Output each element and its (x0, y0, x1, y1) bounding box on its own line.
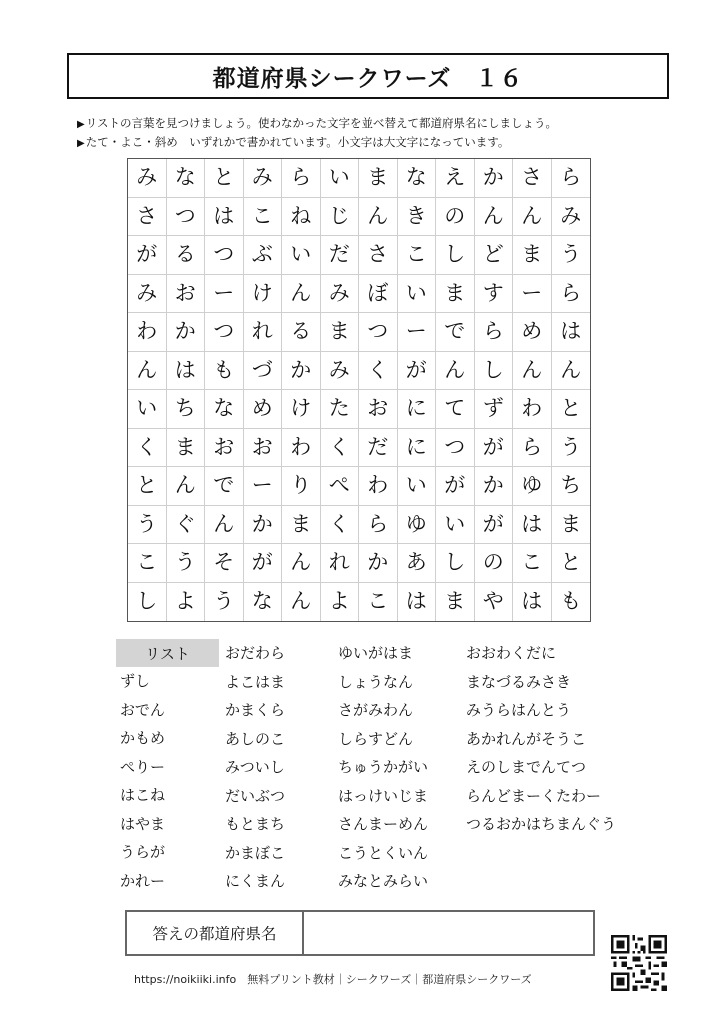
grid-cell: に (398, 390, 437, 429)
grid-cell: か (282, 352, 321, 391)
answer-label (127, 912, 304, 954)
grid-cell: う (205, 583, 244, 622)
list-item: かまぼこ (225, 843, 286, 862)
grid-cell: か (167, 313, 206, 352)
grid-cell: が (398, 352, 437, 391)
grid-cell: が (244, 544, 283, 583)
grid-cell: ん (513, 352, 552, 391)
grid-cell: つ (436, 429, 475, 468)
grid-cell: て (436, 390, 475, 429)
grid-cell: ま (321, 313, 360, 352)
grid-cell: つ (205, 236, 244, 275)
grid-cell: わ (282, 429, 321, 468)
grid-cell: い (128, 390, 167, 429)
answer-field[interactable] (304, 912, 593, 954)
word-list-column-4 (466, 639, 616, 839)
grid-cell: が (475, 506, 514, 545)
grid-cell: か (359, 544, 398, 583)
grid-cell: だ (321, 236, 360, 275)
list-item: もとまち (225, 815, 286, 833)
grid-cell: う (552, 429, 591, 468)
list-item: さんまーめん (338, 815, 429, 833)
grid-cell: な (244, 583, 283, 622)
footer-text: https://noikiiki.info 無料プリント教材｜シークワーズ｜都道府県シークワーズ (134, 973, 532, 986)
list-item: ちゅうかがい (338, 758, 429, 776)
grid-cell: る (282, 313, 321, 352)
grid-cell: が (436, 467, 475, 506)
grid-cell: め (244, 390, 283, 429)
grid-cell: い (321, 159, 360, 198)
grid-cell: は (552, 313, 591, 352)
list-item: あかれんがそうこ (466, 729, 587, 748)
grid-cell: ん (475, 198, 514, 237)
grid-cell: ん (205, 506, 244, 545)
grid-cell: も (205, 352, 244, 391)
word-list-column-1 (120, 667, 165, 895)
triangle-bullet-icon: ▶ (77, 119, 85, 130)
grid-cell: み (552, 198, 591, 237)
list-item: しらすどん (338, 729, 414, 748)
grid-cell: く (359, 352, 398, 391)
grid-cell: ん (282, 544, 321, 583)
grid-cell: か (244, 506, 283, 545)
grid-cell: た (321, 390, 360, 429)
grid-cell: い (436, 506, 475, 545)
triangle-bullet-icon: ▶ (77, 138, 85, 149)
list-item: らんどまーくたわー (466, 786, 602, 805)
grid-cell: し (128, 583, 167, 622)
answer-box (125, 910, 595, 956)
grid-cell: さ (359, 236, 398, 275)
list-item: みなとみらい (338, 872, 429, 890)
list-item: つるおかはちまんぐう (466, 815, 617, 833)
list-item: よこはま (225, 672, 286, 691)
list-item: ぺりー (120, 757, 166, 776)
grid-cell: が (128, 236, 167, 275)
answer-label-text: 答えの都道府県名 (152, 925, 277, 943)
grid-cell: ま (167, 429, 206, 468)
grid-cell: み (321, 352, 360, 391)
grid-cell: ー (513, 275, 552, 314)
grid-cell: う (167, 544, 206, 583)
list-item: ゆいがはま (338, 644, 414, 662)
grid-cell: わ (359, 467, 398, 506)
grid-cell: き (398, 198, 437, 237)
grid-cell: ぐ (167, 506, 206, 545)
grid-cell: か (475, 159, 514, 198)
grid-cell: こ (398, 236, 437, 275)
grid-cell: し (475, 352, 514, 391)
instruction-text-1: リストの言葉を見つけましょう。使わなかった文字を並べ替えて都道府県名にしましょう。 (85, 116, 557, 130)
grid-cell: え (436, 159, 475, 198)
list-item: はやま (120, 814, 166, 833)
grid-cell: こ (359, 583, 398, 622)
word-search-grid (127, 158, 591, 622)
grid-cell: ち (552, 467, 591, 506)
grid-cell: く (321, 429, 360, 468)
grid-cell: ら (282, 159, 321, 198)
grid-cell: み (128, 275, 167, 314)
grid-cell: く (128, 429, 167, 468)
grid-cell: な (167, 159, 206, 198)
grid-cell: つ (167, 198, 206, 237)
grid-cell: ん (436, 352, 475, 391)
list-item: まなづるみさき (466, 672, 572, 691)
worksheet-title (67, 53, 669, 99)
grid-cell: の (475, 544, 514, 583)
list-item: うらが (120, 843, 166, 861)
qr-code-icon (611, 935, 667, 991)
grid-cell: あ (398, 544, 437, 583)
grid-cell: ず (475, 390, 514, 429)
list-item: かもめ (120, 729, 166, 747)
grid-cell: つ (359, 313, 398, 352)
grid-cell: こ (244, 198, 283, 237)
grid-cell: そ (205, 544, 244, 583)
grid-cell: ら (513, 429, 552, 468)
grid-cell: も (560, 589, 582, 614)
list-item: みついし (225, 758, 285, 776)
list-item: だいぶつ (225, 786, 286, 805)
instruction-line-1 (77, 116, 557, 132)
grid-cell: か (475, 467, 514, 506)
grid-cell: ん (167, 467, 206, 506)
grid-cell: は (167, 352, 206, 391)
grid-cell: よ (167, 583, 206, 622)
list-item: あしのこ (225, 729, 286, 748)
grid-cell: ん (513, 198, 552, 237)
list-label-text: リスト (145, 644, 190, 663)
grid-cell: り (282, 467, 321, 506)
instruction-text-2: たて・よこ・斜め いずれかで書かれています。小文字は大文字になっています。 (85, 135, 510, 149)
grid-cell: ら (552, 275, 591, 314)
grid-cell: と (552, 390, 591, 429)
grid-cell: ま (552, 506, 591, 545)
grid-cell: れ (244, 313, 283, 352)
grid-cell: ま (282, 506, 321, 545)
grid-cell: で (436, 313, 475, 352)
grid-cell: ま (359, 159, 398, 198)
list-item: さがみわん (338, 701, 414, 719)
grid-cell: さ (128, 198, 167, 237)
grid-cell: お (167, 275, 206, 314)
grid-cell: ま (513, 236, 552, 275)
grid-cell: す (475, 275, 514, 314)
list-item: かれー (120, 871, 166, 890)
grid-cell: し (436, 544, 475, 583)
grid-cell: ん (128, 352, 167, 391)
title-text: 都道府県シークワーズ １６ (212, 65, 524, 92)
grid-cell: は (513, 583, 552, 622)
list-item: おだわら (225, 644, 286, 662)
grid-cell: で (205, 467, 244, 506)
list-item: みうらはんとう (466, 701, 572, 719)
grid-cell: お (359, 390, 398, 429)
grid-cell: わ (513, 390, 552, 429)
grid-cell: け (244, 275, 283, 314)
list-item: こうとくいん (338, 843, 429, 862)
grid-cell: な (205, 390, 244, 429)
list-item: おでん (120, 700, 165, 719)
grid-cell: ゆ (513, 467, 552, 506)
grid-cell: じ (321, 198, 360, 237)
grid-cell: と (205, 159, 244, 198)
list-item: えのしまでんてつ (466, 758, 587, 776)
grid-cell: ら (552, 159, 591, 198)
grid-cell: お (205, 429, 244, 468)
grid-cell: の (436, 198, 475, 237)
grid-cell: み (321, 275, 360, 314)
grid-cell: ー (398, 313, 437, 352)
grid-cell: ん (282, 275, 321, 314)
grid-cell: し (436, 236, 475, 275)
grid-cell: ん (282, 583, 321, 622)
grid-cell: は (513, 506, 552, 545)
grid-cell: け (282, 390, 321, 429)
list-item: ずし (120, 672, 151, 690)
grid-cell: よ (321, 583, 360, 622)
grid-cell: こ (128, 544, 167, 583)
grid-cell: れ (321, 544, 360, 583)
grid-cell: ら (475, 313, 514, 352)
grid-cell: つ (205, 313, 244, 352)
grid-cell: ち (167, 390, 206, 429)
list-item: はこね (120, 786, 166, 804)
list-label (116, 639, 219, 667)
grid-cell: づ (244, 352, 283, 391)
grid-cell: ぺ (321, 467, 360, 506)
grid-cell: ー (205, 275, 244, 314)
list-item: おおわくだに (466, 644, 557, 662)
grid-cell: る (167, 236, 206, 275)
grid-cell: な (398, 159, 437, 198)
grid-cell: み (128, 159, 167, 198)
grid-cell: う (128, 506, 167, 545)
list-item: はっけいじま (338, 786, 429, 805)
grid-cell: ゆ (398, 506, 437, 545)
grid-cell: う (552, 236, 591, 275)
list-item: にくまん (225, 872, 286, 890)
grid-cell: は (205, 198, 244, 237)
grid-cell: め (513, 313, 552, 352)
grid-cell: ん (552, 352, 591, 391)
grid-cell: ぶ (244, 236, 283, 275)
word-list-column-3 (338, 639, 428, 896)
grid-cell: ま (436, 275, 475, 314)
grid-cell: ら (359, 506, 398, 545)
grid-cell: わ (128, 313, 167, 352)
word-list-column-2 (225, 639, 285, 896)
grid-cell: み (244, 159, 283, 198)
grid-cell: ね (282, 198, 321, 237)
grid-cell: ー (244, 467, 283, 506)
list-item: しょうなん (338, 672, 414, 691)
grid-cell: こ (513, 544, 552, 583)
grid-cell: だ (359, 429, 398, 468)
grid-cell: が (475, 429, 514, 468)
grid-cell: や (475, 583, 514, 622)
grid-cell: に (398, 429, 437, 468)
grid-cell: お (244, 429, 283, 468)
grid-cell: い (398, 275, 437, 314)
grid-cell: と (552, 544, 591, 583)
grid-cell: ぼ (359, 275, 398, 314)
grid-cell: は (398, 583, 437, 622)
grid-cell: く (321, 506, 360, 545)
grid-cell: い (398, 467, 437, 506)
instruction-line-2 (77, 135, 509, 151)
grid-cell: い (282, 236, 321, 275)
grid-cell: と (128, 467, 167, 506)
grid-cell: ん (359, 198, 398, 237)
grid-cell: さ (513, 159, 552, 198)
grid-cell: ま (436, 583, 475, 622)
grid-cell: ど (475, 236, 514, 275)
list-item: かまくら (225, 701, 286, 719)
